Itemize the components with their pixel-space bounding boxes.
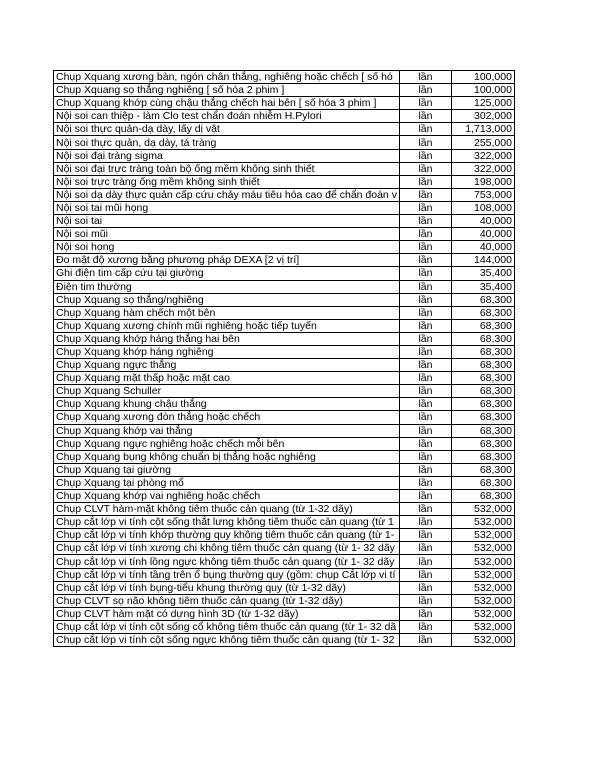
service-name-cell — [54, 372, 400, 385]
service-name-cell — [54, 71, 400, 84]
unit-cell: lần — [399, 71, 451, 84]
price-cell: 532,000 — [451, 620, 514, 633]
unit-cell: lần — [399, 175, 451, 188]
service-name-cell — [54, 306, 400, 319]
price-cell: 532,000 — [451, 529, 514, 542]
unit-cell: lần — [399, 149, 451, 162]
unit-cell: lần — [399, 306, 451, 319]
unit-cell: lần — [399, 411, 451, 424]
table-row — [54, 123, 515, 136]
service-name-cell — [54, 463, 400, 476]
service-name: Chụp Xquang tại giường — [56, 463, 171, 476]
unit-cell: lần — [399, 437, 451, 450]
service-name: Nội soi đại trực tràng toàn bộ ống mềm không sinh thiết — [56, 162, 315, 175]
table-row — [54, 175, 515, 188]
price-cell: 532,000 — [451, 568, 514, 581]
service-name: Chụp cắt lớp vi tính cột sống ngực không tiêm thuốc cản quang (từ 1- 32 — [56, 634, 395, 647]
service-name: Nội soi thực quản-dạ dày, lấy dị vật — [56, 123, 220, 136]
unit-cell: lần — [399, 123, 451, 136]
table-row — [54, 503, 515, 516]
unit-cell: lần — [399, 529, 451, 542]
price-cell: 753,000 — [451, 188, 514, 201]
service-name: Chụp Xquang khớp vai nghiêng hoặc chếch — [56, 490, 261, 503]
service-name: Nội soi thực quản, dạ dày, tá tràng — [56, 136, 217, 149]
table-row — [54, 620, 515, 633]
service-name-cell — [54, 490, 400, 503]
table-row — [54, 529, 515, 542]
service-name: Chụp cắt lớp vi tính xương chi không tiêm thuốc cản quang (từ 1- 32 dãy — [56, 542, 395, 555]
price-cell: 68,300 — [451, 359, 514, 372]
unit-cell: lần — [399, 476, 451, 489]
service-name-cell — [54, 110, 400, 123]
price-cell: 40,000 — [451, 241, 514, 254]
table-row — [54, 267, 515, 280]
table-row — [54, 581, 515, 594]
service-name-cell — [54, 201, 400, 214]
table-row — [54, 450, 515, 463]
service-name: Chụp cắt lớp vi tính tầng trên ổ bụng thường quy (gồm: chụp Cắt lớp vi tí — [56, 568, 396, 581]
unit-cell: lần — [399, 228, 451, 241]
service-name-cell — [54, 215, 400, 228]
service-name-cell — [54, 620, 400, 633]
price-cell: 68,300 — [451, 293, 514, 306]
unit-cell: lần — [399, 503, 451, 516]
unit-cell: lần — [399, 450, 451, 463]
price-cell: 144,000 — [451, 254, 514, 267]
service-name: Nội soi tai mũi họng — [56, 201, 149, 214]
service-name: Chụp Xquang khớp háng thẳng hai bên — [56, 332, 240, 345]
service-name: Chụp Xquang hàm chếch một bên — [56, 306, 216, 319]
price-cell: 68,300 — [451, 385, 514, 398]
table-row — [54, 594, 515, 607]
service-name: Chụp Xquang ngực thẳng — [56, 359, 177, 372]
price-cell: 532,000 — [451, 581, 514, 594]
price-cell: 532,000 — [451, 503, 514, 516]
service-name-cell — [54, 241, 400, 254]
table-row — [54, 97, 515, 110]
table-row — [54, 71, 515, 84]
service-name-cell — [54, 555, 400, 568]
service-name: Chụp Xquang sọ thẳng nghiêng [ số hóa 2 phim ] — [56, 84, 285, 97]
service-name-cell — [54, 293, 400, 306]
price-cell: 125,000 — [451, 97, 514, 110]
service-name-cell — [54, 228, 400, 241]
service-name: Chụp Xquang mặt thấp hoặc mặt cao — [56, 372, 230, 385]
service-name: Đo mật độ xương bằng phương pháp DEXA [2 vị trí] — [56, 254, 300, 267]
service-name: Chụp Xquang khớp vai thẳng — [56, 424, 193, 437]
price-cell: 68,300 — [451, 345, 514, 358]
service-name: Nội soi tai — [56, 215, 103, 228]
price-cell: 198,000 — [451, 175, 514, 188]
table-row — [54, 634, 515, 647]
unit-cell: lần — [399, 594, 451, 607]
service-name: Chụp Xquang tại phòng mổ — [56, 476, 184, 489]
price-cell: 68,300 — [451, 319, 514, 332]
service-name: Chụp cắt lớp vi tính bụng-tiểu khung thường quy (từ 1-32 dãy) — [56, 581, 346, 594]
unit-cell: lần — [399, 280, 451, 293]
unit-cell: lần — [399, 215, 451, 228]
price-cell: 40,000 — [451, 228, 514, 241]
unit-cell: lần — [399, 345, 451, 358]
unit-cell: lần — [399, 555, 451, 568]
service-name-cell — [54, 568, 400, 581]
service-name-cell — [54, 345, 400, 358]
unit-cell: lần — [399, 568, 451, 581]
table-row — [54, 280, 515, 293]
price-cell: 322,000 — [451, 149, 514, 162]
service-name: Nội soi dạ dày thực quản cấp cứu chảy máu tiêu hóa cao để chẩn đoán v — [56, 188, 397, 201]
service-name: Chụp Xquang xương đòn thẳng hoặc chếch — [56, 411, 261, 424]
table-row — [54, 110, 515, 123]
unit-cell: lần — [399, 634, 451, 647]
price-cell: 35,400 — [451, 280, 514, 293]
table-row — [54, 215, 515, 228]
price-cell: 68,300 — [451, 490, 514, 503]
table-row — [54, 241, 515, 254]
unit-cell: lần — [399, 201, 451, 214]
price-cell: 100,000 — [451, 84, 514, 97]
table-row — [54, 293, 515, 306]
service-name-cell — [54, 188, 400, 201]
service-name-cell — [54, 123, 400, 136]
service-name-cell — [54, 385, 400, 398]
table-row — [54, 490, 515, 503]
table-row — [54, 228, 515, 241]
table-row — [54, 254, 515, 267]
table-row — [54, 607, 515, 620]
service-name: Chụp Xquang sọ thẳng/nghiêng — [56, 293, 204, 306]
table-row — [54, 555, 515, 568]
service-name-cell — [54, 503, 400, 516]
table-row — [54, 306, 515, 319]
price-cell: 68,300 — [451, 437, 514, 450]
service-name-cell — [54, 97, 400, 110]
unit-cell: lần — [399, 254, 451, 267]
price-cell: 532,000 — [451, 555, 514, 568]
table-row — [54, 398, 515, 411]
table-row — [54, 385, 515, 398]
table-row — [54, 201, 515, 214]
service-name: Nội soi mũi — [56, 228, 108, 241]
table-row — [54, 319, 515, 332]
unit-cell: lần — [399, 372, 451, 385]
unit-cell: lần — [399, 398, 451, 411]
service-name: Chụp cắt lớp vi tính lồng ngực không tiêm thuốc cản quang (từ 1- 32 dãy — [56, 555, 395, 568]
table-row — [54, 162, 515, 175]
service-name-cell — [54, 332, 400, 345]
service-name-cell — [54, 437, 400, 450]
price-cell: 1,713,000 — [451, 123, 514, 136]
service-name-cell — [54, 267, 400, 280]
price-cell: 532,000 — [451, 594, 514, 607]
service-name-cell — [54, 359, 400, 372]
unit-cell: lần — [399, 136, 451, 149]
unit-cell: lần — [399, 293, 451, 306]
unit-cell: lần — [399, 332, 451, 345]
service-name: Ghi điện tim cấp cứu tại giường — [56, 267, 204, 280]
service-name-cell — [54, 594, 400, 607]
service-name-cell — [54, 280, 400, 293]
price-cell: 68,300 — [451, 463, 514, 476]
service-name: Chụp cắt lớp vi tính cột sống cổ không tiêm thuốc cản quang (từ 1- 32 dã — [56, 620, 397, 633]
service-name: Chụp Xquang khớp cùng chậu thẳng chếch hai bên [ số hóa 3 phim ] — [56, 97, 377, 110]
table-row — [54, 568, 515, 581]
service-name-cell — [54, 581, 400, 594]
table-row — [54, 136, 515, 149]
table-row — [54, 372, 515, 385]
service-name-cell — [54, 84, 400, 97]
service-name-cell — [54, 424, 400, 437]
price-cell: 532,000 — [451, 607, 514, 620]
price-cell: 35,400 — [451, 267, 514, 280]
service-name: Chụp CLVT hàm mặt có dựng hình 3D (từ 1-32 dãy) — [56, 607, 299, 620]
table-row — [54, 411, 515, 424]
table-row — [54, 463, 515, 476]
table-body — [54, 71, 515, 647]
price-cell: 68,300 — [451, 332, 514, 345]
price-cell: 532,000 — [451, 634, 514, 647]
unit-cell: lần — [399, 162, 451, 175]
price-cell: 40,000 — [451, 215, 514, 228]
service-name-cell — [54, 516, 400, 529]
service-name-cell — [54, 175, 400, 188]
unit-cell: lần — [399, 463, 451, 476]
service-name-cell — [54, 254, 400, 267]
price-cell: 68,300 — [451, 372, 514, 385]
service-name: Nội soi trực tràng ống mềm không sinh thiết — [56, 175, 260, 188]
table-row — [54, 84, 515, 97]
service-name: Nội soi can thiệp - làm Clo test chẩn đoán nhiễm H.Pylori — [56, 110, 322, 123]
unit-cell: lần — [399, 490, 451, 503]
table-row — [54, 424, 515, 437]
service-name-cell — [54, 607, 400, 620]
table-row — [54, 345, 515, 358]
table-row — [54, 332, 515, 345]
service-name-cell — [54, 149, 400, 162]
service-name: Chụp CLVT hàm-mặt không tiêm thuốc cản quang (từ 1-32 dãy) — [56, 503, 353, 516]
service-name: Chụp Xquang ngực nghiêng hoặc chếch mỗi bên — [56, 437, 285, 450]
service-name-cell — [54, 529, 400, 542]
service-name: Chụp cắt lớp vi tính khớp thường quy không tiêm thuốc cản quang (từ 1- — [56, 529, 395, 542]
price-cell: 532,000 — [451, 516, 514, 529]
service-name: Chụp cắt lớp vi tính cột sống thắt lưng không tiêm thuốc cản quang (từ 1 — [56, 516, 394, 529]
unit-cell: lần — [399, 97, 451, 110]
price-cell: 255,000 — [451, 136, 514, 149]
unit-cell: lần — [399, 359, 451, 372]
service-name-cell — [54, 476, 400, 489]
service-name-cell — [54, 136, 400, 149]
price-cell: 302,000 — [451, 110, 514, 123]
unit-cell: lần — [399, 516, 451, 529]
table-row — [54, 437, 515, 450]
table-row — [54, 542, 515, 555]
price-cell: 68,300 — [451, 306, 514, 319]
price-cell: 68,300 — [451, 476, 514, 489]
table-row — [54, 359, 515, 372]
service-name-cell — [54, 634, 400, 647]
service-name-cell — [54, 162, 400, 175]
service-name-cell — [54, 542, 400, 555]
unit-cell: lần — [399, 84, 451, 97]
service-name: Chụp Xquang bụng không chuẩn bị thẳng hoặc nghiêng — [56, 450, 316, 463]
service-name: Nội soi họng — [56, 241, 115, 254]
unit-cell: lần — [399, 424, 451, 437]
service-name: Chụp Xquang khung chậu thẳng — [56, 398, 207, 411]
service-name: Điện tim thường — [56, 280, 132, 293]
service-name: Chụp CLVT sọ não không tiêm thuốc cản quang (từ 1-32 dãy) — [56, 594, 343, 607]
unit-cell: lần — [399, 110, 451, 123]
unit-cell: lần — [399, 267, 451, 280]
service-name-cell — [54, 450, 400, 463]
unit-cell: lần — [399, 581, 451, 594]
unit-cell: lần — [399, 319, 451, 332]
service-name: Chụp Xquang xương bàn, ngón chân thẳng, nghiêng hoặc chếch [ số hó — [56, 71, 393, 84]
service-name: Chụp Xquang Schuller — [56, 385, 162, 398]
price-cell: 322,000 — [451, 162, 514, 175]
price-table — [53, 70, 515, 647]
service-name: Chụp Xquang xương chính mũi nghiêng hoặc tiếp tuyến — [56, 319, 317, 332]
service-name-cell — [54, 398, 400, 411]
price-cell: 108,000 — [451, 201, 514, 214]
service-name-cell — [54, 411, 400, 424]
unit-cell: lần — [399, 188, 451, 201]
table-row — [54, 516, 515, 529]
price-cell: 68,300 — [451, 450, 514, 463]
table-row — [54, 188, 515, 201]
price-cell: 532,000 — [451, 542, 514, 555]
price-cell: 100,000 — [451, 71, 514, 84]
service-name: Chụp Xquang khớp háng nghiêng — [56, 346, 214, 359]
unit-cell: lần — [399, 542, 451, 555]
unit-cell: lần — [399, 620, 451, 633]
unit-cell: lần — [399, 385, 451, 398]
price-cell: 68,300 — [451, 398, 514, 411]
service-name: Nội soi đại tràng sigma — [56, 149, 163, 162]
table-row — [54, 476, 515, 489]
service-name-cell — [54, 319, 400, 332]
unit-cell: lần — [399, 241, 451, 254]
table-row — [54, 149, 515, 162]
price-cell: 68,300 — [451, 424, 514, 437]
price-cell: 68,300 — [451, 411, 514, 424]
unit-cell: lần — [399, 607, 451, 620]
